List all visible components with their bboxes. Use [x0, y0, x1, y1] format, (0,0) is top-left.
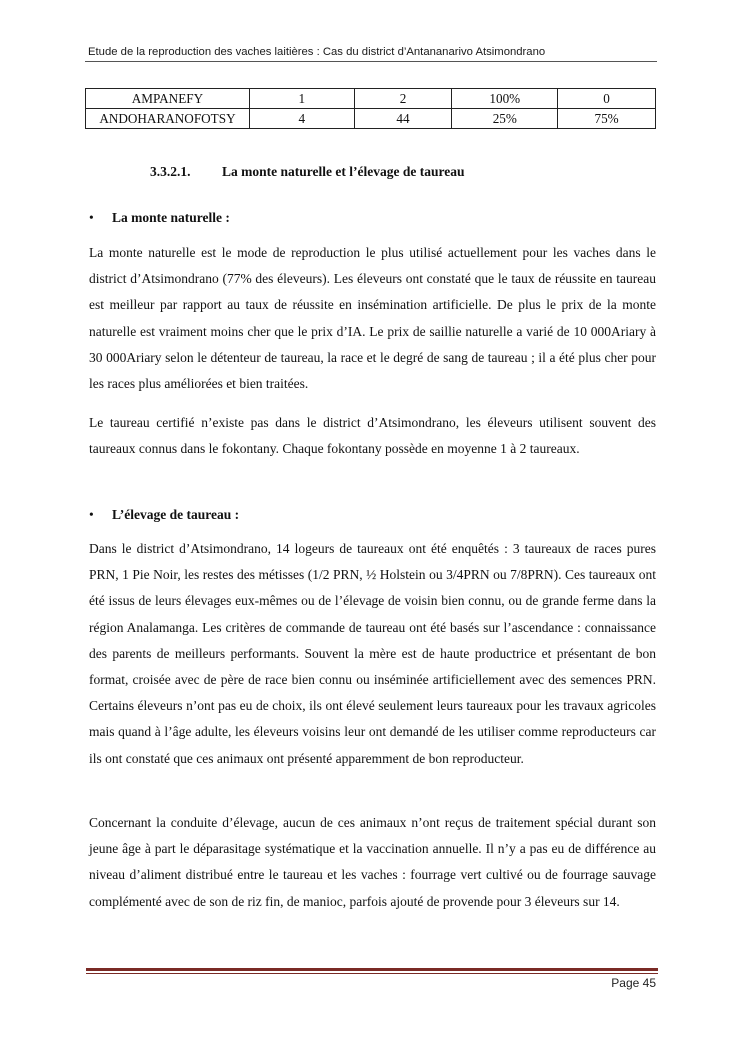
table-row — [86, 109, 656, 129]
running-header: Etude de la reproduction des vaches laitières : Cas du district d’Antananarivo Atsimondrano — [88, 46, 546, 58]
table-cell: 4 — [249, 109, 354, 129]
table-cell: 100% — [452, 89, 558, 109]
table-cell: 1 — [249, 89, 354, 109]
paragraph-logeurs-taureaux: Dans le district d’Atsimondrano, 14 logeurs de taureaux ont été enquêtés : 3 taureaux de races pures PRN, 1 Pie Noir, les restes des métisses (1/2 PRN, ½ Holstein ou 3/4PRN ou 7/8PRN). Ces taureaux ont été issus de leurs élevages eux-mêmes ou de l’élevage de voisin bien connu, ou de grande ferme dans la région Analamanga. Les critères de commande de taureau ont été basés sur l’ascendance : connaissance des parents de meilleurs performants. Souvent la mère est de haute productrice et présentant de bon format, croisée avec de père de race bien connu ou inséminée artificiellement avec des semences PRN. Certains éleveurs n’ont pas eu de choix, ils ont élevé seulement leurs taureaux pour les travaux agricoles mais quand à l’âge adulte, les éleveurs voisins leur ont demandé de les utiliser comme reproducteurs car ils ont constaté que ces animaux ont présenté apparemment de bon reproducteur. — [89, 541, 656, 766]
bullet-monte-naturelle — [89, 210, 230, 226]
table-cell: 25% — [452, 109, 558, 129]
table-cell: 75% — [558, 109, 656, 129]
table-cell: 0 — [558, 89, 656, 109]
section-title: La monte naturelle et l’élevage de taureau — [222, 164, 465, 179]
paragraph-conduite-elevage: Concernant la conduite d’élevage, aucun de ces animaux n’ont reçus de traitement spécial durant son jeune âge à part le déparasitage systématique et la vaccination annuelle. Il n’y a pas eu de différence au niveau d’aliment distribué entre le taureau et les vaches : fourrage vert cultivé ou de fourrage sauvage complémenté avec de son de riz fin, de manioc, parfois ajouté de provende pour 3 éleveurs sur 14. — [89, 815, 656, 909]
bullet-label: La monte naturelle : — [112, 210, 230, 225]
paragraph-monte-naturelle: La monte naturelle est le mode de reproduction le plus utilisé actuellement pour les vaches dans le district d’Atsimondrano (77% des éleveurs). Les éleveurs ont constaté que le taux de réussite en taureau est meilleur par rapport au taux de réussite en insémination artificielle. De plus le prix de la monte naturelle est vraiment moins cher que le prix d’IA. Le prix de saillie naturelle a varié de 10 000Ariary à 30 000Ariary selon le détenteur de taureau, la race et le degré de sang de taureau ; il a été plus cher pour les races plus améliorées et bien traitées. — [89, 245, 656, 392]
data-table — [85, 88, 656, 129]
footer-divider-thick — [86, 968, 658, 971]
section-heading — [150, 164, 464, 180]
page-number: Page 45 — [611, 976, 656, 990]
bullet-elevage-taureau — [89, 507, 239, 523]
paragraph-taureau-certifie: Le taureau certifié n’existe pas dans le district d’Atsimondrano, les éleveurs utilisent souvent des taureaux connus dans le fokontany. Chaque fokontany possède en moyenne 1 à 2 taureaux. — [89, 415, 656, 457]
bullet-icon: • — [89, 507, 94, 522]
table-row — [86, 89, 656, 109]
table-cell: AMPANEFY — [86, 89, 250, 109]
table-cell: 2 — [354, 89, 452, 109]
bullet-label: L’élevage de taureau : — [112, 507, 240, 522]
header-divider — [85, 61, 657, 62]
table-cell: 44 — [354, 109, 452, 129]
footer-divider-thin — [86, 973, 658, 974]
table-cell: ANDOHARANOFOTSY — [86, 109, 250, 129]
bullet-icon: • — [89, 210, 94, 225]
section-number: 3.3.2.1. — [150, 164, 191, 179]
